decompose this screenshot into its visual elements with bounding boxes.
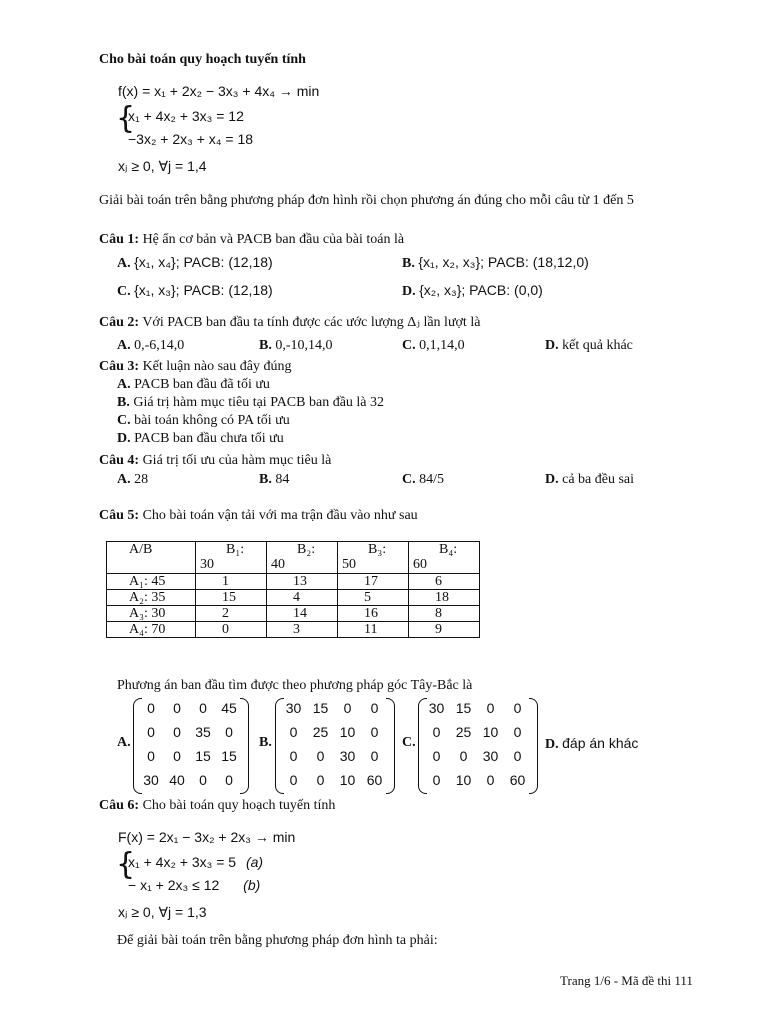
q3-option-a[interactable] [117, 377, 270, 393]
question-text: Giá trị tối ưu của hàm mục tiêu là [142, 453, 332, 468]
matrix-a-cell: 0 [173, 700, 181, 716]
q1-option-c[interactable] [117, 282, 273, 300]
table-cell: 6 [409, 574, 480, 590]
q4-option-b[interactable] [259, 472, 289, 488]
q3-option-d[interactable] [117, 431, 284, 447]
matrix-c-cell: 0 [432, 724, 441, 740]
table-cell: 16 [338, 606, 409, 622]
option-letter: C. [117, 413, 131, 428]
option-text: kết quả khác [562, 338, 633, 353]
option-text: 0,-10,14,0 [275, 338, 333, 353]
matrix-a-cell: 30 [143, 772, 159, 788]
option-letter: D. [402, 284, 416, 299]
column-header-b1 [196, 542, 267, 574]
q6-nonnegativity: xⱼ ≥ 0, ∀j = 1,3 [118, 904, 207, 920]
system-brace: { [116, 101, 136, 136]
q4-option-c[interactable] [402, 472, 444, 488]
matrix-b-cell: 0 [316, 772, 325, 788]
matrix-b-cell: 15 [312, 700, 329, 716]
constraint-tag: (b) [243, 877, 261, 893]
table-cell: 1 [196, 574, 267, 590]
q2-option-b[interactable] [259, 338, 333, 354]
column-header-b2 [267, 542, 338, 574]
matrix-c-cell: 0 [432, 748, 441, 764]
table-cell: 17 [338, 574, 409, 590]
matrix-a-cell: 0 [225, 772, 233, 788]
constraint-text: − x₁ + 2x₃ ≤ 12 [128, 877, 220, 893]
matrix-right-paren [386, 698, 395, 794]
table-row [107, 622, 480, 638]
matrix-b-cell: 0 [370, 700, 379, 716]
row-label: A₄: 70 [107, 622, 196, 638]
matrix-a-cell: 35 [195, 724, 211, 740]
nonnegativity-condition: xⱼ ≥ 0, ∀j = 1,4 [118, 158, 207, 174]
column-header-b4 [409, 542, 480, 574]
question-label: Câu 2: [99, 315, 140, 330]
question-text: Hệ ẩn cơ bản và PACB ban đầu của bài toán là [142, 232, 405, 247]
option-letter: D. [117, 431, 131, 446]
option-letter: B. [402, 256, 415, 271]
option-letter: B. [117, 395, 130, 410]
constraint-2: −3x₂ + 2x₃ + x₄ = 18 [128, 131, 254, 147]
table-cell: 4 [267, 590, 338, 606]
matrix-b-cell: 0 [370, 724, 379, 740]
table-header-row [107, 542, 480, 574]
row-label: A₃: 30 [107, 606, 196, 622]
matrix-b-cell: 30 [285, 700, 302, 716]
table-cell: 3 [267, 622, 338, 638]
constraint-tag: (a) [245, 854, 264, 870]
option-text: bài toán không có PA tối ưu [134, 413, 290, 428]
column-label: B₃: [368, 542, 387, 557]
q6-subtitle: Để giải bài toán trên bằng phương pháp đơn hình ta phải: [117, 933, 438, 948]
q6-constraint-a [128, 854, 263, 870]
matrix-a-cell: 15 [195, 748, 211, 764]
column-header-b3 [338, 542, 409, 574]
question-label: Câu 6: [99, 798, 140, 813]
question-text: Cho bài toán vận tải với ma trận đầu vào như sau [142, 508, 418, 523]
matrix-right-paren [529, 698, 538, 794]
matrix-c-cell: 0 [513, 724, 522, 740]
table-cell: 18 [409, 590, 480, 606]
matrix-b-cell: 0 [316, 748, 325, 764]
table-cell: 5 [338, 590, 409, 606]
q1-option-a[interactable] [117, 254, 273, 272]
matrix-c-cell: 0 [432, 772, 441, 788]
question-text: Với PACB ban đầu ta tính được các ước lượng Δⱼ lần lượt là [142, 315, 481, 330]
matrix-a[interactable] [138, 696, 242, 792]
question-2 [99, 314, 480, 331]
heading: Cho bài toán quy hoạch tuyến tính [99, 52, 306, 67]
matrix-c-cell: 0 [513, 700, 522, 716]
matrix-b-cell: 0 [343, 700, 352, 716]
matrix-b-cell: 0 [289, 724, 298, 740]
option-letter: C. [402, 338, 416, 353]
matrix-a-cell: 0 [173, 748, 181, 764]
question-1 [99, 232, 404, 248]
question-6 [99, 798, 335, 814]
matrix-right-paren [240, 698, 249, 794]
q2-option-d[interactable] [545, 338, 633, 354]
option-text: 28 [134, 472, 149, 487]
matrix-c[interactable] [423, 696, 531, 792]
option-text: đáp án khác [562, 735, 639, 751]
q1-option-d[interactable] [402, 282, 543, 300]
option-text: PACB ban đầu chưa tối ưu [134, 431, 284, 446]
matrix-c-cell: 0 [513, 748, 522, 764]
matrix-a-cell: 0 [199, 772, 207, 788]
q5-subtitle: Phương án ban đầu tìm được theo phương pháp góc Tây-Bắc là [117, 678, 473, 693]
matrix-a-cell: 0 [225, 724, 233, 740]
q2-option-a[interactable] [117, 338, 184, 354]
matrix-c-cell: 10 [482, 724, 499, 740]
question-4 [99, 453, 331, 469]
option-text: {x₁, x₃}; PACB: (12,18) [134, 282, 273, 298]
question-label: Câu 4: [99, 453, 140, 468]
page-footer: Trang 1/6 - Mã đề thi 111 [560, 973, 693, 988]
option-text: {x₁, x₂, x₃}; PACB: (18,12,0) [418, 254, 589, 270]
matrix-b-cell: 25 [312, 724, 329, 740]
constraint-text: x₁ + 4x₂ + 3x₃ = 5 [128, 854, 237, 870]
matrix-c-cell: 0 [486, 772, 495, 788]
option-letter: D. [545, 472, 559, 487]
instruction: Giải bài toán trên bằng phương pháp đơn hình rồi chọn phương án đúng cho mỗi câu từ 1 đến 5 [99, 193, 634, 208]
matrix-c-cell: 60 [509, 772, 526, 788]
q6-constraint-b [128, 877, 260, 893]
matrix-a-cell: 0 [199, 700, 207, 716]
row-label: A₁: 45 [107, 574, 196, 590]
table-cell: 9 [409, 622, 480, 638]
q5-option-b-letter[interactable]: B. [259, 735, 272, 750]
column-supply: 50 [342, 557, 356, 572]
option-letter: A. [117, 338, 131, 353]
option-text: 84/5 [419, 472, 445, 487]
matrix-b-cell: 0 [289, 748, 298, 764]
option-text: 0,-6,14,0 [134, 338, 185, 353]
table-corner: A/B [107, 542, 196, 574]
matrix-c-cell: 30 [428, 700, 445, 716]
q1-option-b[interactable] [402, 254, 589, 272]
option-letter: C. [402, 472, 416, 487]
table-cell: 14 [267, 606, 338, 622]
option-text: Giá trị hàm mục tiêu tại PACB ban đầu là 32 [133, 395, 385, 410]
question-3 [99, 359, 291, 375]
matrix-a-cell: 0 [147, 700, 155, 716]
option-letter: D. [545, 737, 559, 752]
q5-option-a-letter[interactable]: A. [117, 735, 131, 750]
table-cell: 11 [338, 622, 409, 638]
option-text: PACB ban đầu đã tối ưu [134, 377, 270, 392]
objective-function: f(x) = x₁ + 2x₂ − 3x₃ + 4x₄ → min [118, 83, 320, 99]
matrix-c-cell: 10 [455, 772, 472, 788]
question-label: Câu 5: [99, 508, 140, 523]
row-label: A₂: 35 [107, 590, 196, 606]
column-label: B₂: [297, 542, 316, 557]
option-letter: B. [259, 472, 272, 487]
column-supply: 30 [200, 557, 214, 572]
matrix-c-cell: 30 [482, 748, 499, 764]
column-label: B₄: [439, 542, 458, 557]
column-label: B₁: [226, 542, 245, 557]
question-text: Cho bài toán quy hoạch tuyến tính [142, 798, 336, 813]
matrix-b-cell: 10 [339, 772, 356, 788]
matrix-b-cell: 0 [289, 772, 298, 788]
matrix-b-cell: 10 [339, 724, 356, 740]
matrix-b-cell: 0 [370, 748, 379, 764]
matrix-b-cell: 30 [339, 748, 356, 764]
table-cell: 15 [196, 590, 267, 606]
option-text: {x₂, x₃}; PACB: (0,0) [419, 282, 543, 298]
question-5 [99, 508, 418, 524]
option-text: 84 [275, 472, 290, 487]
option-letter: A. [117, 256, 131, 271]
matrix-c-cell: 15 [455, 700, 472, 716]
matrix-c-cell: 0 [459, 748, 468, 764]
matrix-a-cell: 15 [221, 748, 237, 764]
q2-option-c[interactable] [402, 338, 465, 354]
table-cell: 8 [409, 606, 480, 622]
question-label: Câu 1: [99, 232, 140, 247]
table-cell: 0 [196, 622, 267, 638]
table-row [107, 590, 480, 606]
q5-option-c-letter[interactable]: C. [402, 735, 416, 750]
option-text: {x₁, x₄}; PACB: (12,18) [134, 254, 273, 270]
q3-option-b[interactable] [117, 395, 384, 411]
table-row [107, 574, 480, 590]
column-supply: 40 [271, 557, 285, 572]
constraint-1: x₁ + 4x₂ + 3x₃ = 12 [128, 108, 244, 124]
transport-table [106, 541, 480, 638]
matrix-a-cell: 45 [221, 700, 237, 716]
table-cell: 2 [196, 606, 267, 622]
matrix-a-cell: 0 [147, 748, 155, 764]
matrix-c-cell: 0 [486, 700, 495, 716]
question-label: Câu 3: [99, 359, 140, 374]
matrix-a-cell: 0 [173, 724, 181, 740]
system-brace: { [116, 847, 136, 882]
q3-option-c[interactable] [117, 413, 290, 429]
option-letter: C. [117, 284, 131, 299]
q4-option-a[interactable] [117, 472, 148, 488]
q5-option-d[interactable] [545, 735, 638, 753]
matrix-c-cell: 25 [455, 724, 472, 740]
option-letter: A. [117, 377, 131, 392]
matrix-b[interactable] [280, 696, 388, 792]
column-supply: 60 [413, 557, 427, 572]
matrix-a-cell: 0 [147, 724, 155, 740]
question-text: Kết luận nào sau đây đúng [142, 359, 292, 374]
table-row [107, 606, 480, 622]
option-text: 0,1,14,0 [419, 338, 465, 353]
option-letter: A. [117, 472, 131, 487]
option-letter: D. [545, 338, 559, 353]
matrix-b-cell: 60 [366, 772, 383, 788]
option-letter: B. [259, 338, 272, 353]
option-text: cả ba đều sai [562, 472, 635, 487]
matrix-a-cell: 40 [169, 772, 185, 788]
table-cell: 13 [267, 574, 338, 590]
q4-option-d[interactable] [545, 472, 634, 488]
q6-objective: F(x) = 2x₁ − 3x₂ + 2x₃ → min [118, 829, 296, 845]
